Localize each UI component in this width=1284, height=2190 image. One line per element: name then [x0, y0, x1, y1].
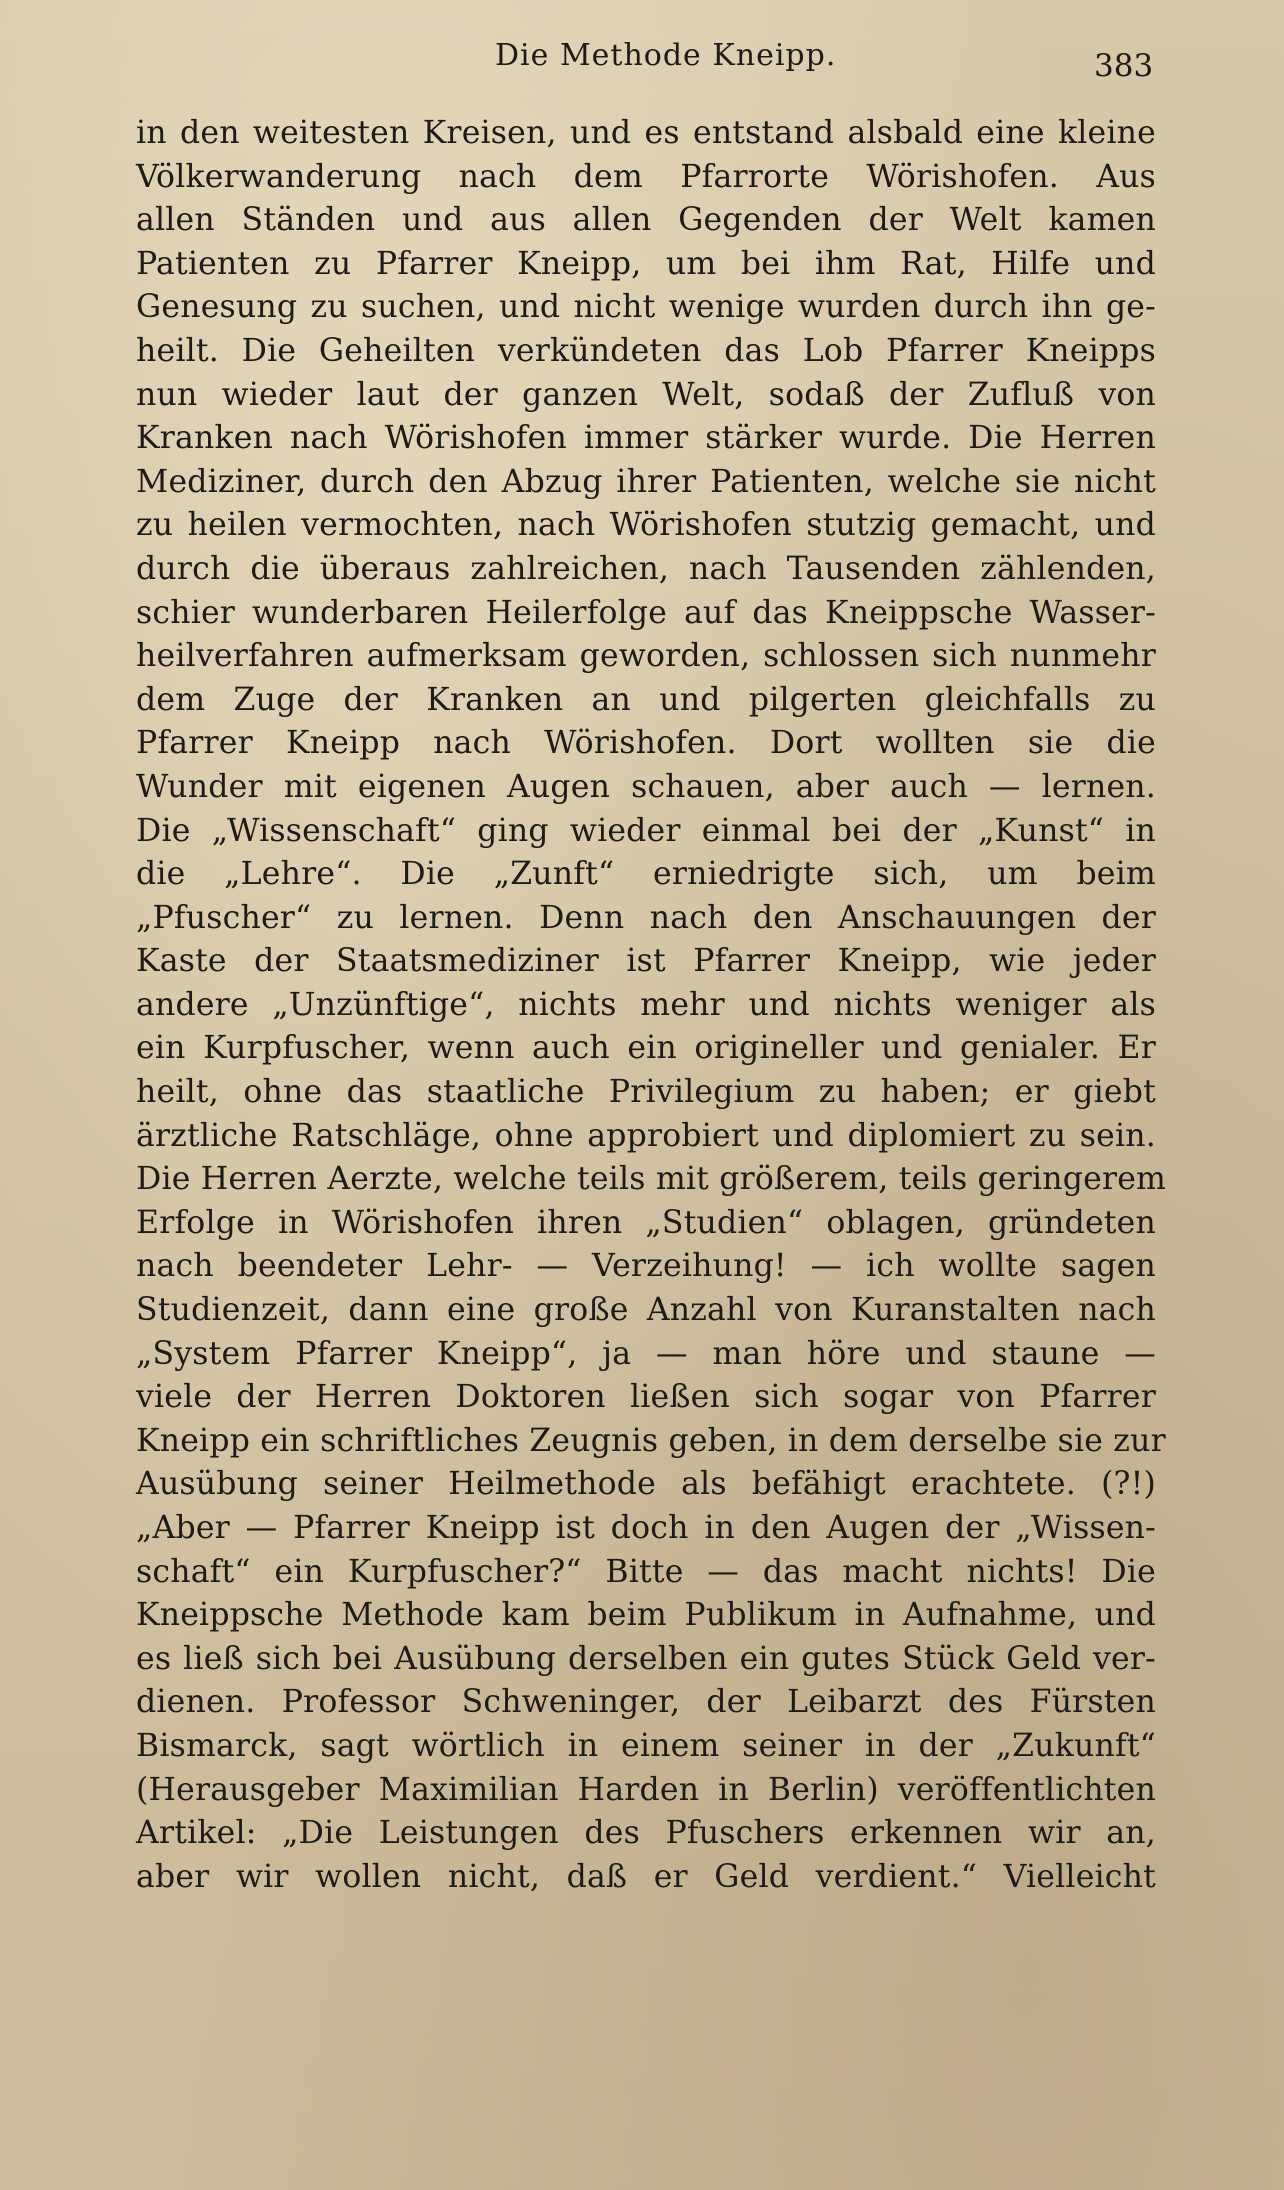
text-line: Ausübung seiner Heilmethode als befähigt erachtete. (?!) [136, 1466, 1156, 1503]
text-line: Kranken nach Wörishofen immer stärker wurde. Die Herren [136, 420, 1156, 457]
text-line: Kaste der Staatsmediziner ist Pfarrer Kneipp, wie jeder [136, 943, 1156, 980]
text-line: die „Lehre“. Die „Zunft“ erniedrigte sich, um beim [136, 856, 1156, 893]
text-line: Pfarrer Kneipp nach Wörishofen. Dort wollten sie die [136, 725, 1156, 762]
body-text [136, 112, 1167, 1899]
text-line: dienen. Professor Schweninger, der Leibarzt des Fürsten [136, 1684, 1156, 1721]
text-line: heilt, ohne das staatliche Privilegium zu haben; er giebt [136, 1074, 1156, 1111]
text-line: allen Ständen und aus allen Gegenden der Welt kamen [136, 202, 1156, 239]
text-line: Kneipp ein schriftliches Zeugnis geben, in dem derselbe sie zur [136, 1422, 1166, 1459]
text-line: Wunder mit eigenen Augen schauen, aber auch — lernen. [136, 768, 1156, 805]
text-line: Erfolge in Wörishofen ihren „Studien“ oblagen, gründeten [136, 1204, 1156, 1241]
text-line: Kneippsche Methode kam beim Publikum in Aufnahme, und [136, 1597, 1156, 1634]
text-line: heilt. Die Geheilten verkündeten das Lob Pfarrer Kneipps [136, 332, 1156, 369]
text-line: andere „Unzünftige“, nichts mehr und nichts weniger als [136, 986, 1156, 1023]
text-line: Patienten zu Pfarrer Kneipp, um bei ihm Rat, Hilfe und [136, 245, 1156, 282]
text-line: es ließ sich bei Ausübung derselben ein gutes Stück Geld ver- [136, 1640, 1156, 1677]
text-line: Studienzeit, dann eine große Anzahl von Kuranstalten nach [136, 1292, 1156, 1329]
text-line: nach beendeter Lehr- — Verzeihung! — ich wollte sagen [136, 1248, 1156, 1285]
text-line: Bismarck, sagt wörtlich in einem seiner in der „Zukunft“ [136, 1727, 1156, 1764]
text-line: zu heilen vermochten, nach Wörishofen stutzig gemacht, und [136, 507, 1156, 544]
running-title: Die Methode Kneipp. [495, 38, 837, 73]
text-line: Die „Wissenschaft“ ging wieder einmal bei der „Kunst“ in [136, 812, 1156, 849]
text-line: Artikel: „Die Leistungen des Pfuschers erkennen wir an, [136, 1815, 1156, 1852]
text-line: ärztliche Ratschläge, ohne approbiert und diplomiert zu sein. [136, 1117, 1156, 1154]
text-line: „System Pfarrer Kneipp“, ja — man höre und staune — [136, 1335, 1156, 1372]
text-line: Genesung zu suchen, und nicht wenige wurden durch ihn ge- [136, 289, 1156, 326]
text-line: (Herausgeber Maximilian Harden in Berlin) veröffentlichten [136, 1771, 1156, 1808]
text-line: ein Kurpfuscher, wenn auch ein origineller und genialer. Er [136, 1030, 1156, 1067]
text-line: Völkerwanderung nach dem Pfarrorte Wörishofen. Aus [136, 158, 1156, 195]
text-line: schier wunderbaren Heilerfolge auf das Kneippsche Wasser- [136, 594, 1156, 631]
text-line: aber wir wollen nicht, daß er Geld verdient.“ Vielleicht [136, 1858, 1156, 1895]
running-head [0, 38, 1284, 88]
text-line: Mediziner, durch den Abzug ihrer Patienten, welche sie nicht [136, 463, 1156, 500]
text-line: nun wieder laut der ganzen Welt, sodaß der Zufluß von [136, 376, 1156, 413]
page-number: 383 [1094, 48, 1154, 84]
text-line: schaft“ ein Kurpfuscher?“ Bitte — das macht nichts! Die [136, 1553, 1156, 1590]
text-line: viele der Herren Doktoren ließen sich sogar von Pfarrer [136, 1379, 1156, 1416]
text-line: Die Herren Aerzte, welche teils mit größerem, teils geringerem [136, 1161, 1167, 1198]
text-line: „Aber — Pfarrer Kneipp ist doch in den Augen der „Wissen- [136, 1510, 1156, 1546]
text-line: dem Zuge der Kranken an und pilgerten gleichfalls zu [136, 681, 1156, 718]
text-line: heilverfahren aufmerksam geworden, schlossen sich nunmehr [136, 638, 1156, 675]
text-line: durch die überaus zahlreichen, nach Tausenden zählenden, [136, 550, 1156, 587]
text-line: „Pfuscher“ zu lernen. Denn nach den Anschauungen der [136, 899, 1156, 936]
text-line: in den weitesten Kreisen, und es entstand alsbald eine kleine [136, 115, 1156, 151]
